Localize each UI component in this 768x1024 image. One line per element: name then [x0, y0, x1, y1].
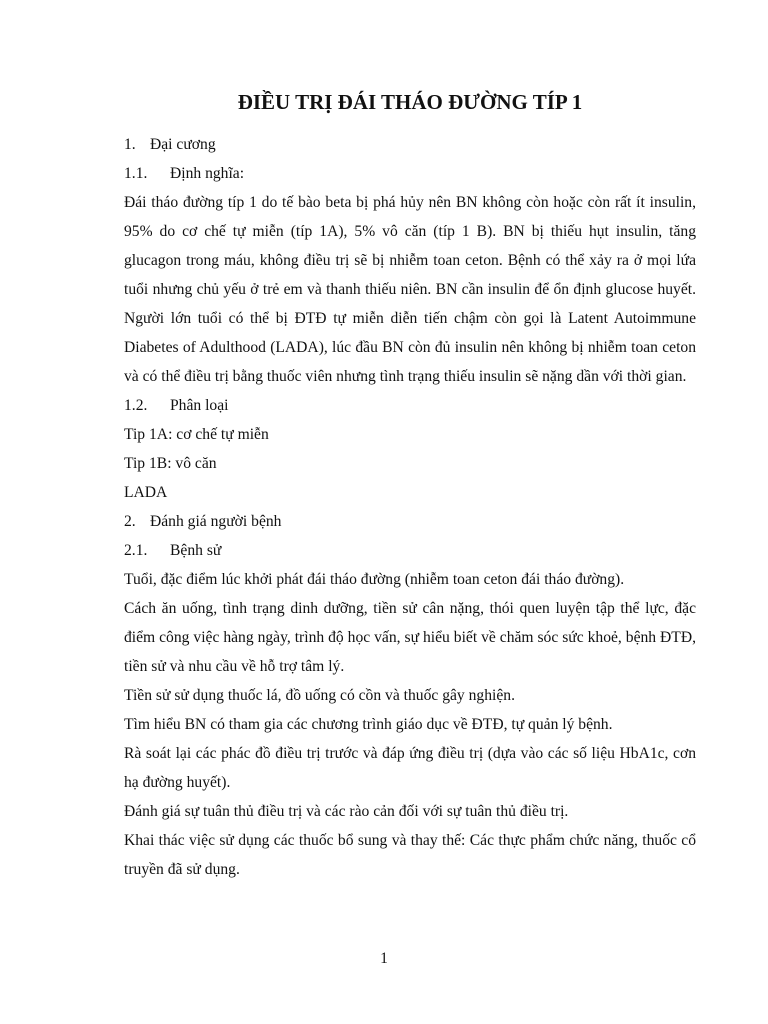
classification-item: LADA [124, 484, 168, 501]
definition-paragraph: Đái tháo đường típ 1 do tế bào beta bị phá hủy nên BN không còn hoặc còn rất ít insulin, 95% do cơ chế tự miễn (típ 1A), 5% vô căn (típ 1 B). BN bị thiếu hụt insulin, tăng glucagon trong máu, không điều trị sẽ bị nhiễm toan ceton. Bệnh có thể xảy ra ở mọi lứa tuổi nhưng chủ yếu ở trẻ em và thanh thiếu niên. BN cần insulin để ổn định glucose huyết. Người lớn tuổi có thể bị ĐTĐ tự miễn diễn tiến chậm còn gọi là Latent Autoimmune Diabetes of Adulthood (LADA), lúc đầu BN còn đủ insulin nên không bị nhiễm toan ceton và có thể điều trị bằng thuốc viên nhưng tình trạng thiếu insulin sẽ nặng dần với thời gian. [124, 194, 696, 385]
section-heading-2 [124, 507, 696, 536]
section-title: Định nghĩa: [170, 165, 245, 182]
history-paragraph: Tiền sử sử dụng thuốc lá, đồ uống có cồn và thuốc gây nghiện. [124, 687, 515, 704]
section-title: Đánh giá người bệnh [150, 513, 282, 530]
classification-item: Tip 1B: vô căn [124, 455, 217, 472]
section-heading-2-1 [124, 536, 696, 565]
history-paragraph: Rà soát lại các phác đồ điều trị trước và đáp ứng điều trị (dựa vào các số liệu HbA1c, cơn hạ đường huyết). [124, 745, 696, 791]
history-paragraph: Tuổi, đặc điểm lúc khởi phát đái tháo đường (nhiễm toan ceton đái tháo đường). [124, 571, 625, 588]
section-heading-1-1 [124, 159, 696, 188]
history-paragraph: Cách ăn uống, tình trạng dinh dưỡng, tiền sử cân nặng, thói quen luyện tập thể lực, đặc điểm công việc hàng ngày, trình độ học vấn, sự hiểu biết về chăm sóc sức khoẻ, bệnh ĐTĐ, tiền sử và nhu cầu về hỗ trợ tâm lý. [124, 600, 696, 675]
document-body [124, 130, 696, 884]
history-paragraph: Khai thác việc sử dụng các thuốc bổ sung và thay thế: Các thực phẩm chức năng, thuốc cổ truyền đã sử dụng. [124, 832, 696, 878]
history-paragraph: Tìm hiểu BN có tham gia các chương trình giáo dục về ĐTĐ, tự quản lý bệnh. [124, 716, 613, 733]
section-number: 2. [124, 513, 136, 530]
section-title: Đại cương [150, 136, 216, 153]
page-number: 1 [380, 950, 388, 967]
section-title: Phân loại [170, 397, 229, 414]
section-number: 2.1. [124, 542, 148, 559]
section-number: 1.2. [124, 397, 148, 414]
section-number: 1.1. [124, 165, 148, 182]
section-number: 1. [124, 136, 136, 153]
section-title: Bệnh sử [170, 542, 222, 559]
section-heading-1 [124, 130, 696, 159]
section-heading-1-2 [124, 391, 696, 420]
history-paragraph: Đánh giá sự tuân thủ điều trị và các rào cản đối với sự tuân thủ điều trị. [124, 803, 569, 820]
document-title: ĐIỀU TRỊ ĐÁI THÁO ĐƯỜNG TÍP 1 [237, 90, 583, 114]
classification-item: Tip 1A: cơ chế tự miễn [124, 426, 269, 443]
